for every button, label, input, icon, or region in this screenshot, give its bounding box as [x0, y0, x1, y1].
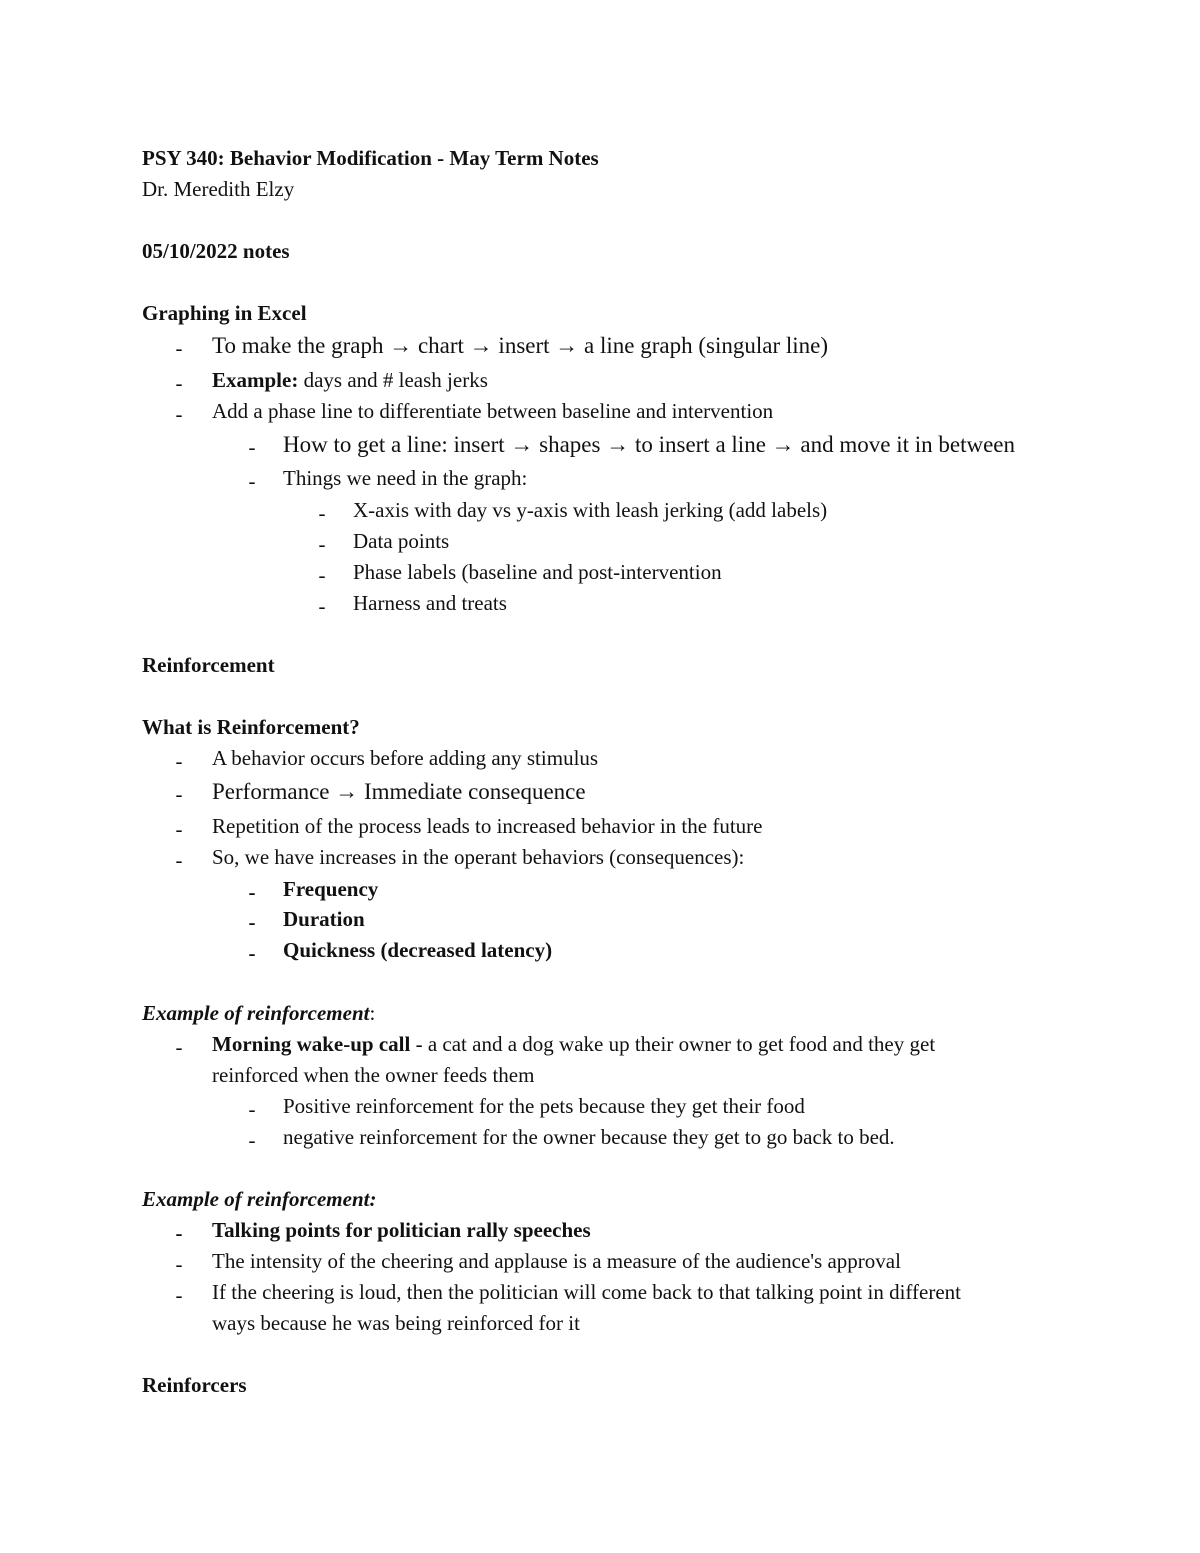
sub-list-item: Duration — [283, 907, 365, 931]
bullet-dash: - — [318, 501, 326, 525]
section-heading-graphing: Graphing in Excel — [142, 301, 307, 325]
list-item: Add a phase line to differentiate between baseline and intervention — [212, 399, 774, 423]
list-item-text: - a cat and a dog wake up their owner to get food and they get — [410, 1032, 936, 1056]
list-item — [212, 370, 488, 391]
sub-sub-list-item: Phase labels (baseline and post-intervention — [353, 560, 722, 584]
bullet-dash: - — [175, 817, 183, 841]
list-item: So, we have increases in the operant behaviors (consequences): — [212, 845, 745, 869]
sub-sub-list-item: X-axis with day vs y-axis with leash jerking (add labels) — [353, 498, 828, 522]
bullet-dash: - — [248, 1097, 256, 1121]
date-heading: 05/10/2022 notes — [142, 239, 290, 263]
bullet-dash: - — [175, 782, 183, 806]
bullet-dash: - — [248, 880, 256, 904]
bullet-dash: - — [175, 749, 183, 773]
list-item: To make the graph → chart → insert → a line graph (singular line) — [212, 333, 829, 358]
bullet-dash: - — [175, 371, 183, 395]
bullet-dash: - — [318, 594, 326, 618]
section-heading-reinforcers: Reinforcers — [142, 1373, 247, 1397]
list-item — [212, 1034, 935, 1055]
instructor-name: Dr. Meredith Elzy — [142, 177, 295, 201]
subsection-heading-what-is: What is Reinforcement? — [142, 715, 360, 739]
list-item: A behavior occurs before adding any stimulus — [212, 746, 599, 770]
sub-list-item: negative reinforcement for the owner because they get to go back to bed. — [283, 1125, 895, 1149]
bullet-dash: - — [318, 532, 326, 556]
list-item-label: Morning wake-up call — [212, 1032, 411, 1056]
bullet-dash: - — [175, 402, 183, 426]
bullet-dash: - — [248, 469, 256, 493]
sub-list-item: Quickness (decreased latency) — [283, 938, 553, 962]
bullet-dash: - — [175, 1035, 183, 1059]
list-item-text: days and # leash jerks — [298, 368, 488, 392]
list-item: Performance → Immediate consequence — [212, 779, 586, 804]
example-heading-suffix: : — [369, 1001, 376, 1025]
list-item: If the cheering is loud, then the politician will come back to that talking point in different — [212, 1280, 961, 1304]
sub-sub-list-item: Harness and treats — [353, 591, 507, 615]
sub-list-item: How to get a line: insert → shapes → to insert a line → and move it in between — [283, 432, 1016, 457]
bullet-dash: - — [175, 1283, 183, 1307]
example-heading — [142, 1003, 375, 1024]
list-item: Repetition of the process leads to increased behavior in the future — [212, 814, 763, 838]
example-heading-text: Example of reinforcement — [142, 1001, 370, 1025]
section-heading-reinforcement: Reinforcement — [142, 653, 275, 677]
bullet-dash: - — [175, 1252, 183, 1276]
bullet-dash: - — [248, 941, 256, 965]
bullet-dash: - — [175, 848, 183, 872]
example-heading: Example of reinforcement: — [142, 1187, 377, 1211]
list-item: Talking points for politician rally speeches — [212, 1218, 591, 1242]
document-title: PSY 340: Behavior Modification - May Term Notes — [142, 146, 599, 170]
list-item: The intensity of the cheering and applause is a measure of the audience's approval — [212, 1249, 901, 1273]
sub-sub-list-item: Data points — [353, 529, 450, 553]
bullet-dash: - — [248, 435, 256, 459]
bullet-dash: - — [318, 563, 326, 587]
bullet-dash: - — [175, 336, 183, 360]
sub-list-item: Things we need in the graph: — [283, 466, 528, 490]
list-item-label: Example: — [212, 368, 299, 392]
bullet-dash: - — [175, 1221, 183, 1245]
list-item-continuation: ways because he was being reinforced for it — [212, 1311, 580, 1335]
bullet-dash: - — [248, 1128, 256, 1152]
sub-list-item: Frequency — [283, 877, 379, 901]
list-item-continuation: reinforced when the owner feeds them — [212, 1063, 535, 1087]
bullet-dash: - — [248, 910, 256, 934]
sub-list-item: Positive reinforcement for the pets because they get their food — [283, 1094, 805, 1118]
